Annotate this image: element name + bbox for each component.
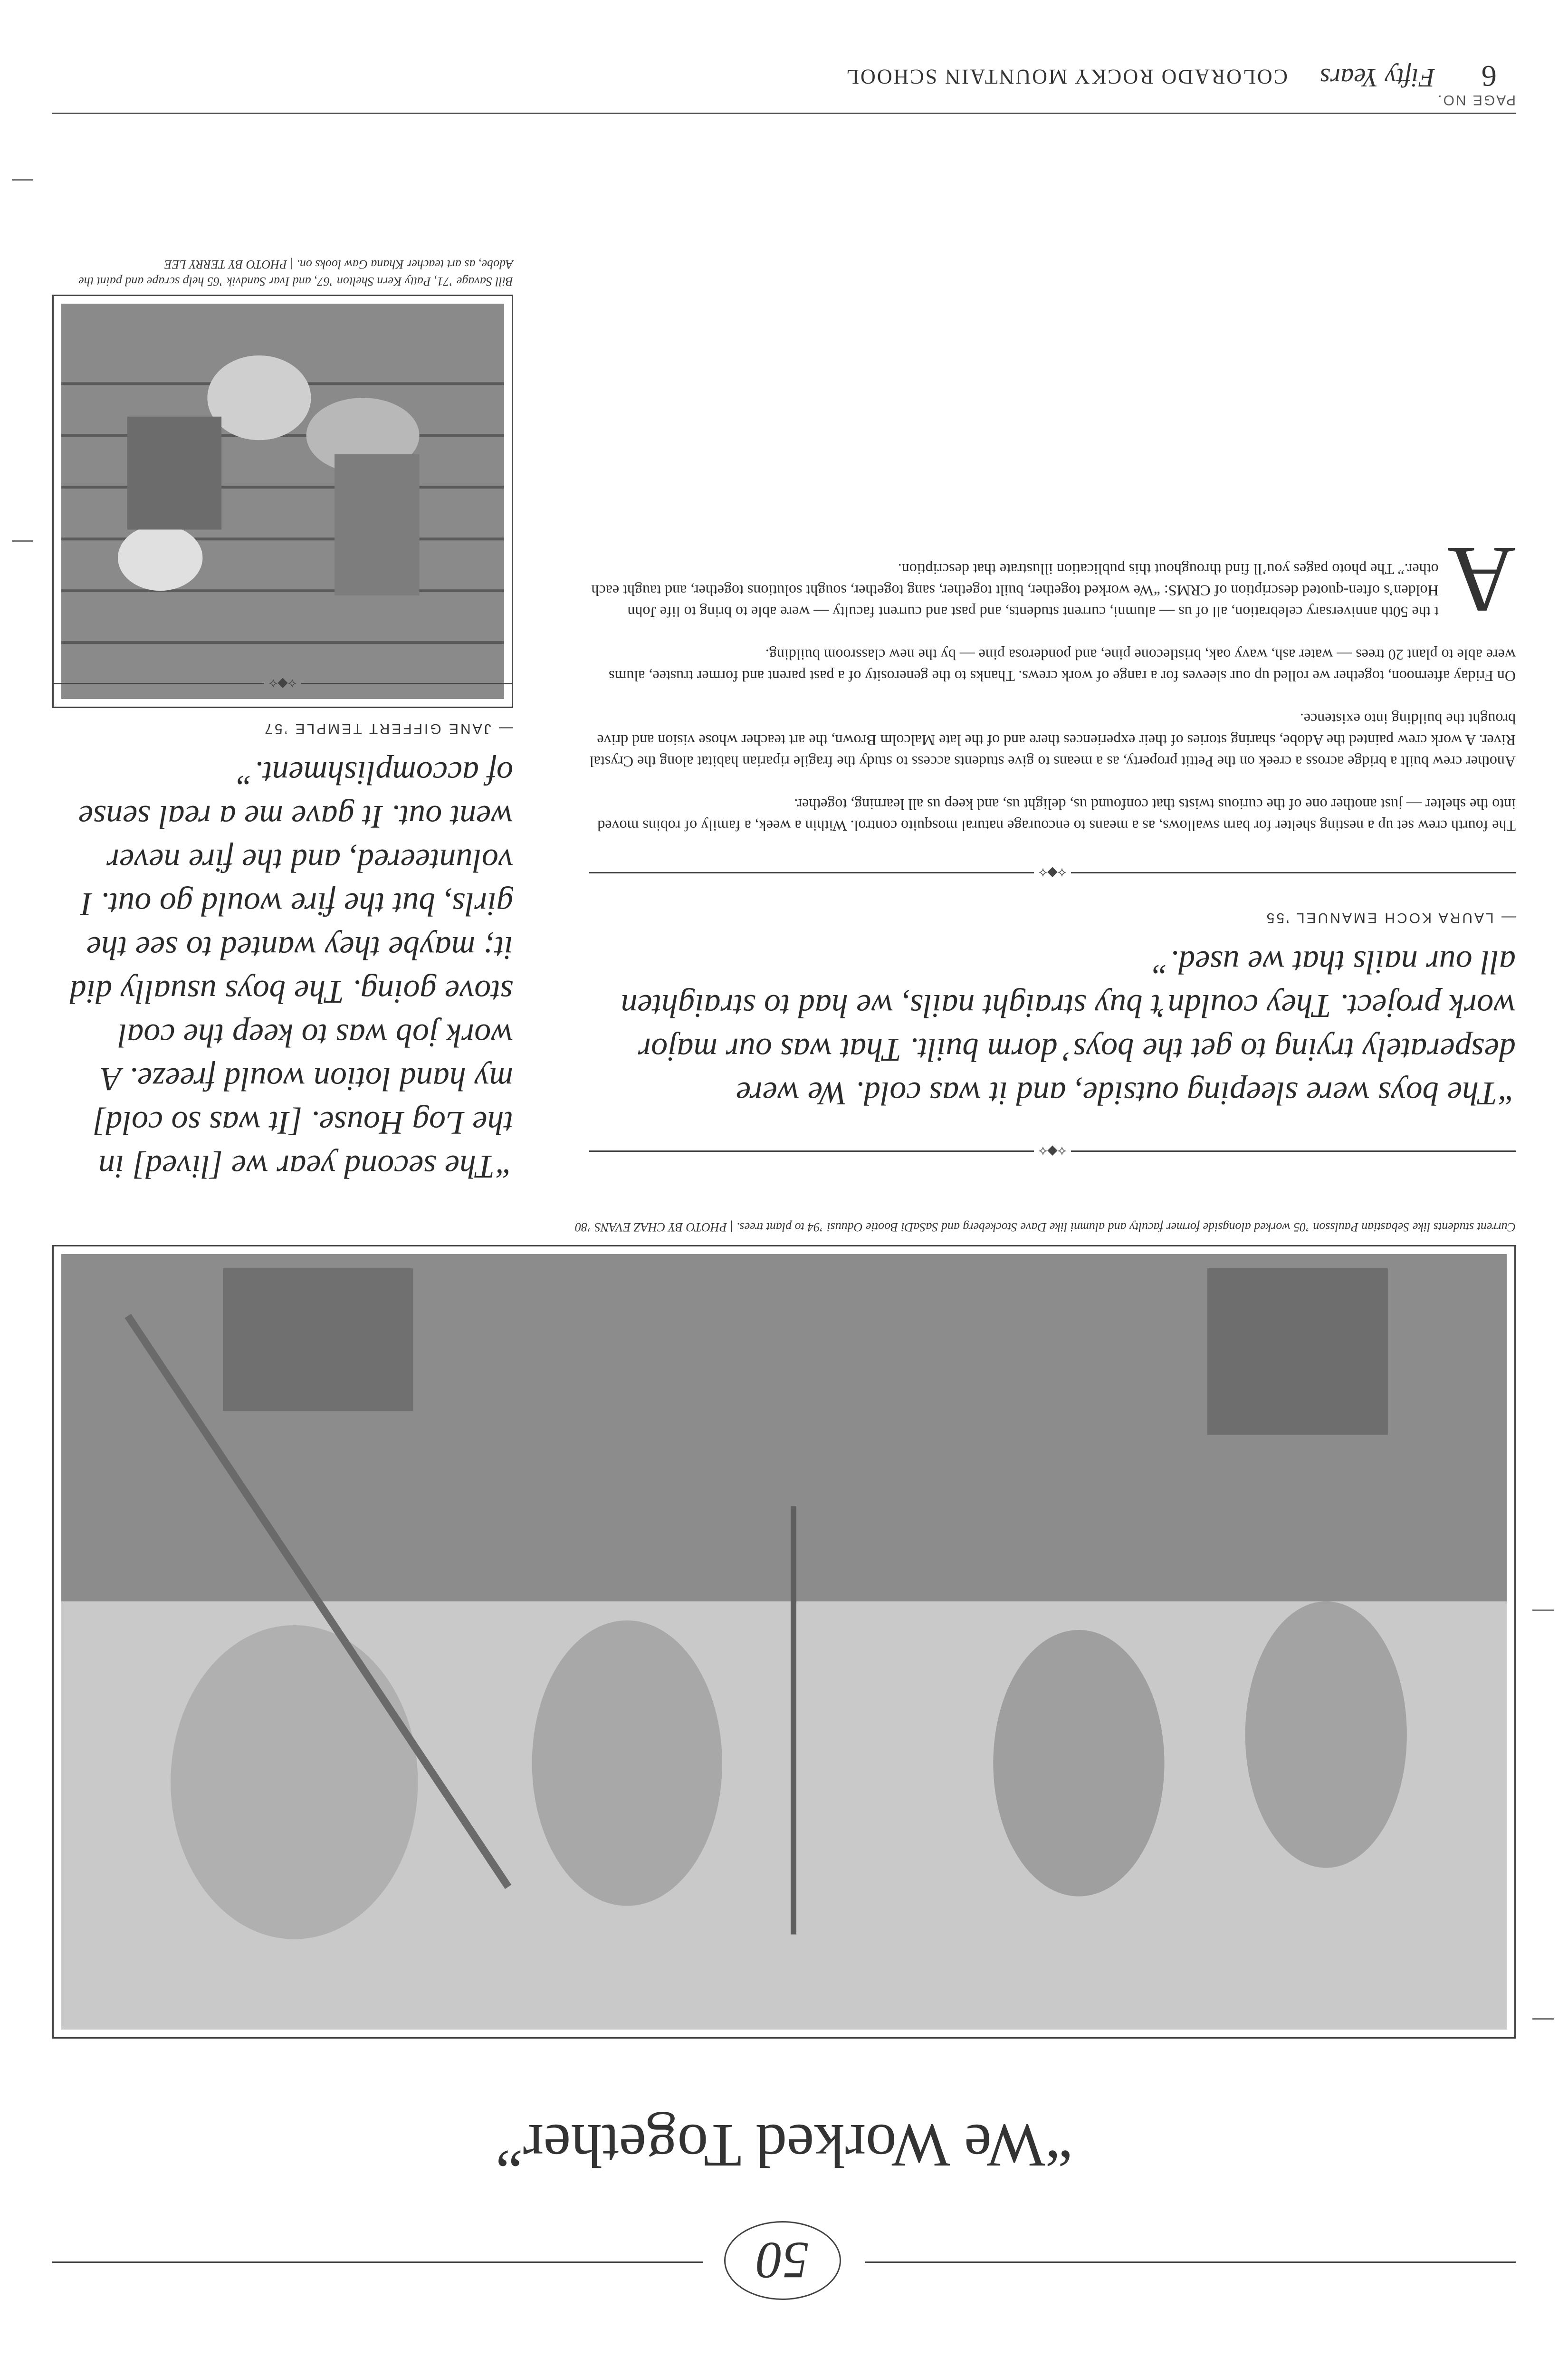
page-header bbox=[52, 60, 1516, 114]
photo-credit: | PHOTO BY TERRY LEE bbox=[164, 258, 294, 271]
margin-mark bbox=[1532, 2018, 1554, 2020]
ornament-divider: ⟡◆⟡ bbox=[589, 1143, 1516, 1159]
page-number: 6 bbox=[1482, 59, 1497, 93]
photo-caption-adobe bbox=[52, 256, 513, 290]
fifty-year-logo-rule bbox=[52, 2219, 1516, 2305]
rule-line bbox=[52, 2261, 703, 2263]
margin-mark bbox=[1532, 1610, 1554, 1611]
quote-attribution-laura: — LAURA KOCH EMANUEL ’55 bbox=[1264, 910, 1516, 926]
drop-cap: A bbox=[1447, 527, 1516, 632]
article-column bbox=[589, 527, 1516, 1159]
body-paragraph: On Friday afternoon, together we rolled up our sleeves for a range of work crews. Thanks to the generosity of a past parent and former trustee, alums were able to plant 20 trees — water ash, wavy oak, bristlecone pine, and ponderosa pine — by the new classroom building. bbox=[608, 646, 1516, 685]
caption-text: Current students like Sebastian Paulsson ’05 worked alongside former faculty and alumni like Dave Stockeberg and SaSaDi Bootie Oduusi ’94 to plant trees. bbox=[736, 1220, 1516, 1234]
page-label: PAGE NO. bbox=[1436, 92, 1516, 108]
body-paragraph bbox=[589, 527, 1516, 632]
pull-quote-jane: “The second year we [lived] in the Log House. [It was so cold] my hand lotion would freeze. A work job was to keep the coal stove going. The boys usually did it; maybe they wanted to see the girls, but the fire would go out. I volunteered, and the fire never went out. It gave me a real sense of accomplishment.” bbox=[69, 755, 513, 1185]
caption-text: Bill Savage ’71, Patty Kern Shelton ’67, and Ivar Sandvik ’65 help scrape and paint the Adobe, as art teacher Khana Gaw looks on. bbox=[78, 258, 513, 288]
adobe-painting-photo bbox=[61, 304, 504, 699]
ornament-divider: ⟡◆⟡ bbox=[589, 865, 1516, 881]
tree-planting-photo bbox=[61, 1254, 1507, 2030]
intro-paragraph: t the 50th anniversary celebration, all of us — alumni, current students, and past and current faculty — were able to bring to life John Holden’s often-quoted description of CRMS: “We worked together, built together, sang together, sought solutions together, and taught each other.” The photo pages you’ll find throughout this publication illustrate that description. bbox=[591, 561, 1439, 621]
pull-quote-jane-block bbox=[52, 676, 513, 1188]
body-paragraph: The fourth crew set up a nesting shelter for barn swallows, as a means to encourage natural mosquito control. Within a week, a family of robins moved into the shelter — just another one of the curious twists that confound us, delight us, and keep us all learning, together. bbox=[597, 796, 1516, 834]
rule-line bbox=[865, 2261, 1516, 2263]
fifty-years-logo: 50 bbox=[724, 2221, 841, 2300]
photo-credit: | PHOTO BY CHAZ EVANS ’80 bbox=[575, 1220, 734, 1234]
pull-quote-laura: “The boys were sleeping outside, and it was cold. We were desperately trying to get the boys’ dorm built. That was our major work project. They couldn’t buy straight nails, we had to straighten all our nails that we used.” bbox=[621, 944, 1516, 1111]
school-name: COLORADO ROCKY MOUNTAIN SCHOOL bbox=[845, 65, 1288, 88]
photo-frame-adobe bbox=[52, 295, 513, 708]
photo-caption-trees bbox=[52, 1218, 1516, 1236]
margin-mark bbox=[12, 540, 33, 542]
body-paragraph: Another crew built a bridge across a creek on the Pettit property, as a means to give students access to study the fragile riparian habitat along the Crystal River. A work crew painted the Adobe, sharing stories of their experiences there and of the late Malcolm Brown, the art teacher whose vision and drive brought the building into existence. bbox=[589, 710, 1516, 770]
margin-mark bbox=[12, 179, 33, 181]
publication-title: Fifty Years bbox=[1319, 63, 1435, 92]
ornament-divider: ⟡◆⟡ bbox=[52, 676, 513, 692]
quote-attribution-jane: — JANE GIFFERT TEMPLE ’57 bbox=[263, 721, 513, 737]
page-title: “We Worked Together” bbox=[495, 2111, 1073, 2180]
photo-frame-tree-planting bbox=[52, 1245, 1516, 2039]
